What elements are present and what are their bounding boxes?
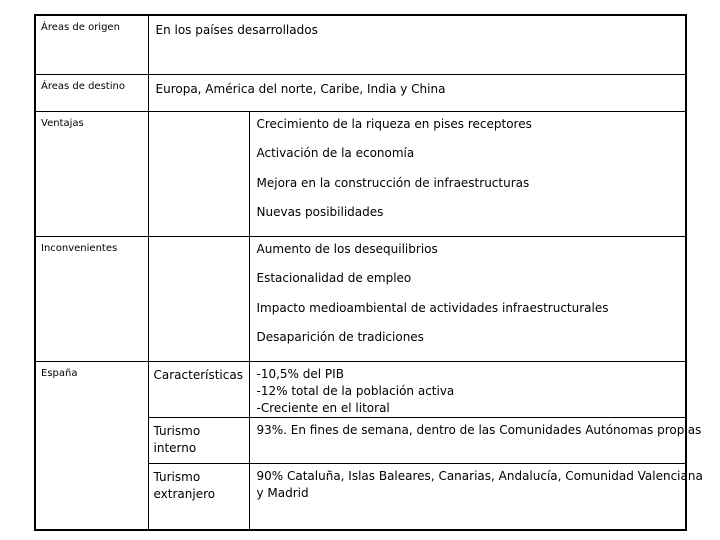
turismo-interno-value	[249, 418, 702, 464]
origen-label: Áreas de origen	[35, 15, 148, 75]
destino-value: Europa, América del norte, Caribe, India y China	[148, 75, 686, 112]
inconvenientes-list-cell	[249, 237, 686, 362]
row-areas-origen	[35, 15, 686, 75]
tourism-table	[34, 14, 703, 531]
row-areas-destino	[35, 75, 686, 112]
caracteristicas-line: -10,5% del PIB	[256, 367, 344, 381]
inconvenientes-empty-cell	[148, 237, 249, 362]
turismo-interno-label-line: interno	[153, 441, 197, 455]
turismo-extranjero-label-line: Turismo	[153, 470, 201, 484]
turismo-interno-label	[148, 418, 249, 464]
origen-value: En los países desarrollados	[148, 15, 686, 75]
caracteristicas-line: -12% total de la población activa	[256, 384, 455, 398]
list-item: Mejora en la construcción de infraestructuras	[256, 175, 530, 190]
list-item: Estacionalidad de empleo	[256, 271, 412, 286]
list-item: Aumento de los desequilibrios	[256, 242, 438, 256]
caracteristicas-line: -Creciente en el litoral	[256, 401, 390, 415]
ventajas-list-cell	[249, 112, 686, 237]
row-espana-caracteristicas	[35, 362, 686, 418]
turismo-extranjero-label	[148, 464, 249, 531]
turismo-extranjero-value-line: y Madrid	[256, 486, 309, 500]
list-item: Impacto medioambiental de actividades infraestructurales	[256, 300, 609, 315]
ventajas-label: Ventajas	[35, 112, 148, 237]
caracteristicas-value	[249, 362, 686, 418]
turismo-extranjero-value	[249, 464, 703, 531]
row-ventajas	[35, 112, 686, 237]
ventajas-list	[250, 112, 686, 229]
row-inconvenientes	[35, 237, 686, 362]
list-item: Desaparición de tradiciones	[256, 329, 424, 344]
list-item: Nuevas posibilidades	[256, 204, 384, 219]
turismo-extranjero-label-line: extranjero	[153, 487, 216, 501]
espana-label: España	[35, 362, 148, 531]
turismo-extranjero-value-line: 90% Cataluña, Islas Baleares, Canarias, Andalucía, Comunidad Valenciana	[256, 469, 703, 483]
turismo-interno-value-text: 93%. En fines de semana, dentro de las Comunidades Autónomas propias	[256, 423, 702, 437]
inconvenientes-label: Inconvenientes	[35, 237, 148, 362]
list-item: Activación de la economía	[256, 146, 415, 161]
caracteristicas-label: Características	[148, 362, 249, 418]
turismo-interno-label-line: Turismo	[153, 424, 201, 438]
inconvenientes-list	[250, 237, 686, 354]
list-item: Crecimiento de la riqueza en pises receptores	[256, 117, 532, 131]
ventajas-empty-cell	[148, 112, 249, 237]
destino-label: Áreas de destino	[35, 75, 148, 112]
